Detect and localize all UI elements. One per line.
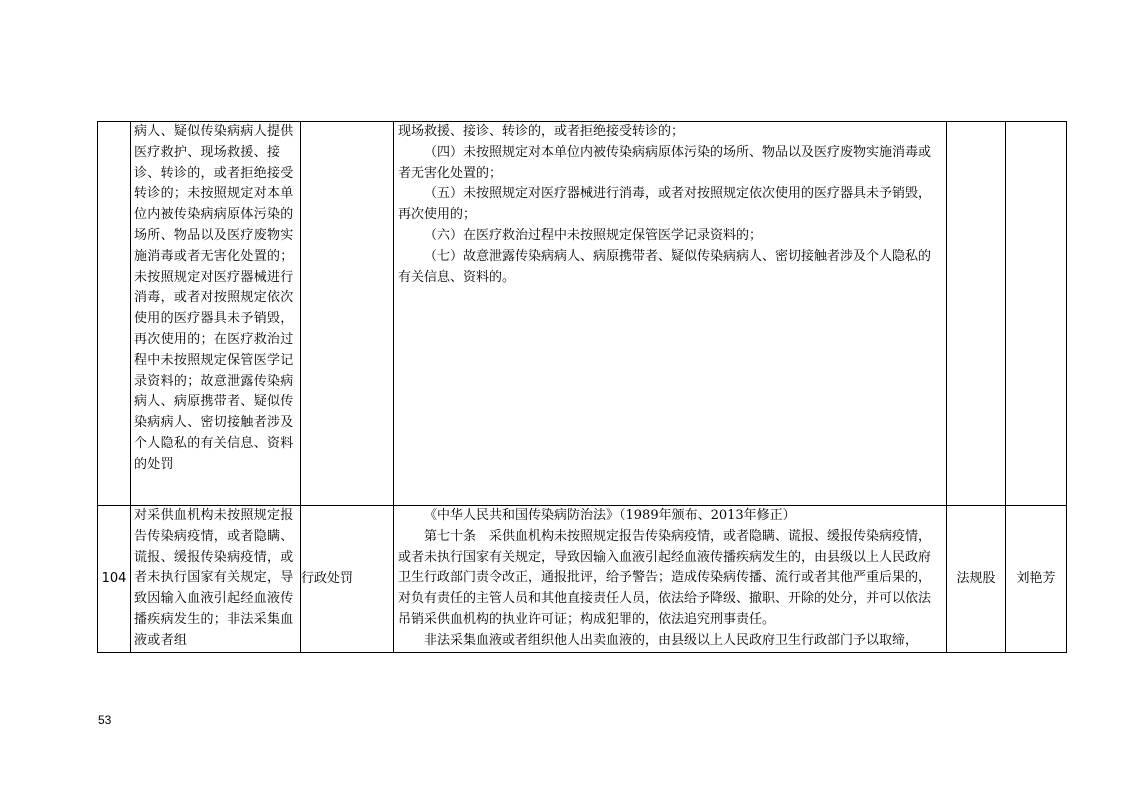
basis-paragraph: （六）在医疗救治过程中未按照规定保管医学记录资料的； <box>424 227 763 243</box>
violation-description <box>131 506 301 653</box>
item-type <box>301 122 394 506</box>
table-row <box>98 122 1067 506</box>
violation-text: 对采供血机构未按照规定报告传染病疫情，或者隐瞒、谎报、缓报传染病疫情，或者未执行国家有关规定，导致因输入血液引起经血液传播疾病发生的；非法采集血液或者组 <box>134 508 294 648</box>
basis-paragraph: 现场救援、接诊、转诊的，或者拒绝接受转诊的； <box>398 124 685 139</box>
legal-basis <box>394 122 947 506</box>
responsible-person <box>1006 122 1067 506</box>
item-type: 行政处罚 <box>301 506 394 653</box>
basis-paragraph: 非法采集血液或者组织他人出卖血液的，由县级以上人民政府卫生行政部门予以取缔， <box>424 632 919 648</box>
item-number: 104 <box>98 506 131 653</box>
responsible-person: 刘艳芳 <box>1006 506 1067 653</box>
violation-description: 病人、疑似传染病病人提供医疗救护、现场救援、接诊、转诊的，或者拒绝接受转诊的；未按照规定对本单位内被传染病病原体污染的场所、物品以及医疗废物实施消毒或者无害化处置的；未按照规定对医疗器械进行消毒，或者对按照规定依次使用的医疗器具未予销毁，再次使用的；在医疗救治过程中未按照规定保管医学记录资料的；故意泄露传染病病人、病原携带者、疑似传染病病人、密切接触者涉及个人隐私的有关信息、资料的处罚 <box>131 122 301 506</box>
responsible-department <box>947 122 1006 506</box>
item-table <box>97 121 1067 653</box>
responsible-department: 法规股 <box>947 506 1006 653</box>
item-number <box>98 122 131 506</box>
basis-paragraph: 《中华人民共和国传染病防治法》（1989年颁布、2013年修正） <box>424 508 796 523</box>
basis-paragraph: 第七十条 采供血机构未按照规定报告传染病疫情，或者隐瞒、谎报、缓报传染病疫情，或者未执行国家有关规定，导致因输入血液引起经血液传播疾病发生的，由县级以上人民政府卫生行政部门责令改正，通报批评，给予警告；造成传染病传播、流行或者其他严重后果的，对负有责任的主管人员和其他直接责任人员，依法给予降级、撤职、开除的处分，并可以依法吊销采供血机构的执业许可证；构成犯罪的，依法追究刑事责任。 <box>398 528 932 627</box>
basis-paragraph: （七）故意泄露传染病病人、病原携带者、疑似传染病病人、密切接触者涉及个人隐私的有关信息、资料的。 <box>398 248 932 285</box>
basis-paragraph: （四）未按照规定对本单位内被传染病病原体污染的场所、物品以及医疗废物实施消毒或者无害化处置的； <box>398 144 932 181</box>
legal-basis <box>394 506 947 653</box>
page-number: 53 <box>98 713 112 727</box>
basis-paragraph: （五）未按照规定对医疗器械进行消毒，或者对按照规定依次使用的医疗器具未予销毁，再次使用的； <box>398 186 932 223</box>
table-row <box>98 506 1067 653</box>
